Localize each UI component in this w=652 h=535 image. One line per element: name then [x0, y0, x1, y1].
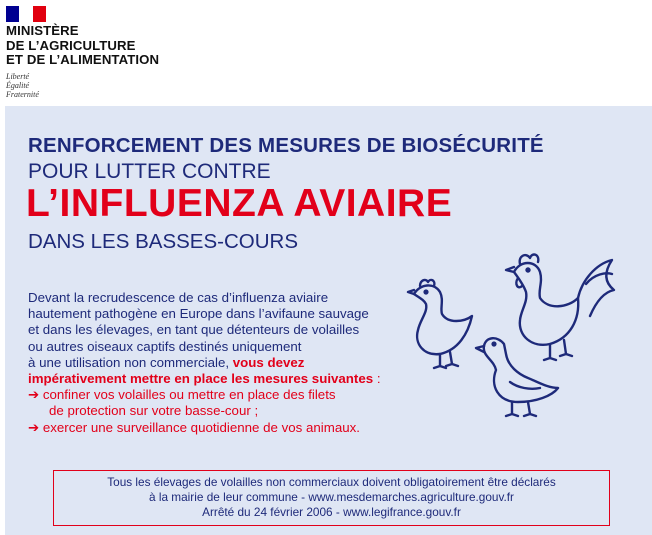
measure-1 — [28, 387, 408, 403]
arrow-right-icon: ➔ — [28, 387, 40, 403]
marianne-flag-logo — [6, 6, 46, 22]
flag-red-stripe — [33, 6, 46, 22]
body-line-4: ou autres oiseaux captifs destinés uniquement — [28, 338, 302, 354]
republic-motto — [6, 72, 39, 99]
ministry-line-2: DE L’AGRICULTURE — [6, 37, 136, 53]
title-influenza-aviaire: L’INFLUENZA AVIAIRE — [26, 182, 453, 225]
declaration-notice-box — [53, 470, 610, 526]
ministry-header — [0, 0, 652, 106]
notice-line-1: Tous les élevages de volailles non commerciaux doivent obligatoirement être déclarés — [107, 475, 556, 489]
body-line-6-end: : — [373, 371, 381, 387]
body-line-5 — [28, 355, 408, 371]
body-emphasis-measures: impérativement mettre en place les mesures suivantes — [28, 371, 374, 387]
flag-blue-stripe — [6, 6, 19, 22]
title-basses-cours: DANS LES BASSES-COURS — [28, 230, 298, 253]
motto-egalite: Égalité — [6, 81, 30, 90]
ministry-line-1: MINISTÈRE — [6, 23, 79, 38]
body-line-1: Devant la recrudescence de cas d’influenza aviaire — [28, 290, 329, 305]
body-line-6 — [28, 371, 408, 387]
measure-2-text: exercer une surveillance quotidienne de vos animaux. — [42, 419, 360, 435]
notice-line-3: Arrêté du 24 février 2006 - www.legifrance.gouv.fr — [202, 505, 461, 519]
motto-liberte: Liberté — [6, 72, 30, 81]
title-biosecurity: RENFORCEMENT DES MESURES DE BIOSÉCURITÉ — [28, 134, 544, 157]
measure-1-continued: de protection sur votre basse-cour ; — [49, 403, 259, 419]
poultry-illustration — [400, 250, 630, 430]
body-line-5-start: à une utilisation non commerciale, — [28, 354, 233, 370]
measure-1-text: confiner vos volailles ou mettre en place des filets — [42, 387, 336, 403]
body-line-3: et dans les élevages, en tant que détenteurs de volailles — [28, 322, 360, 338]
arrow-right-icon: ➔ — [28, 419, 40, 435]
rooster-icon — [506, 255, 614, 360]
hen-icon — [408, 280, 472, 368]
duck-icon — [476, 338, 558, 416]
flag-white-stripe — [19, 6, 32, 22]
motto-fraternite: Fraternité — [6, 90, 39, 99]
notice-line-2: à la mairie de leur commune - www.mesdemarches.agriculture.gouv.fr — [149, 490, 514, 504]
ministry-name — [6, 24, 159, 68]
body-line-2: hautement pathogène en Europe dans l’avifaune sauvage — [28, 306, 369, 322]
body-emphasis-vous-devez: vous devez — [232, 354, 305, 370]
poster-body-text — [28, 290, 408, 436]
title-pour-lutter: POUR LUTTER CONTRE — [28, 160, 271, 183]
ministry-line-3: ET DE L’ALIMENTATION — [6, 52, 160, 68]
measure-2 — [28, 420, 408, 436]
